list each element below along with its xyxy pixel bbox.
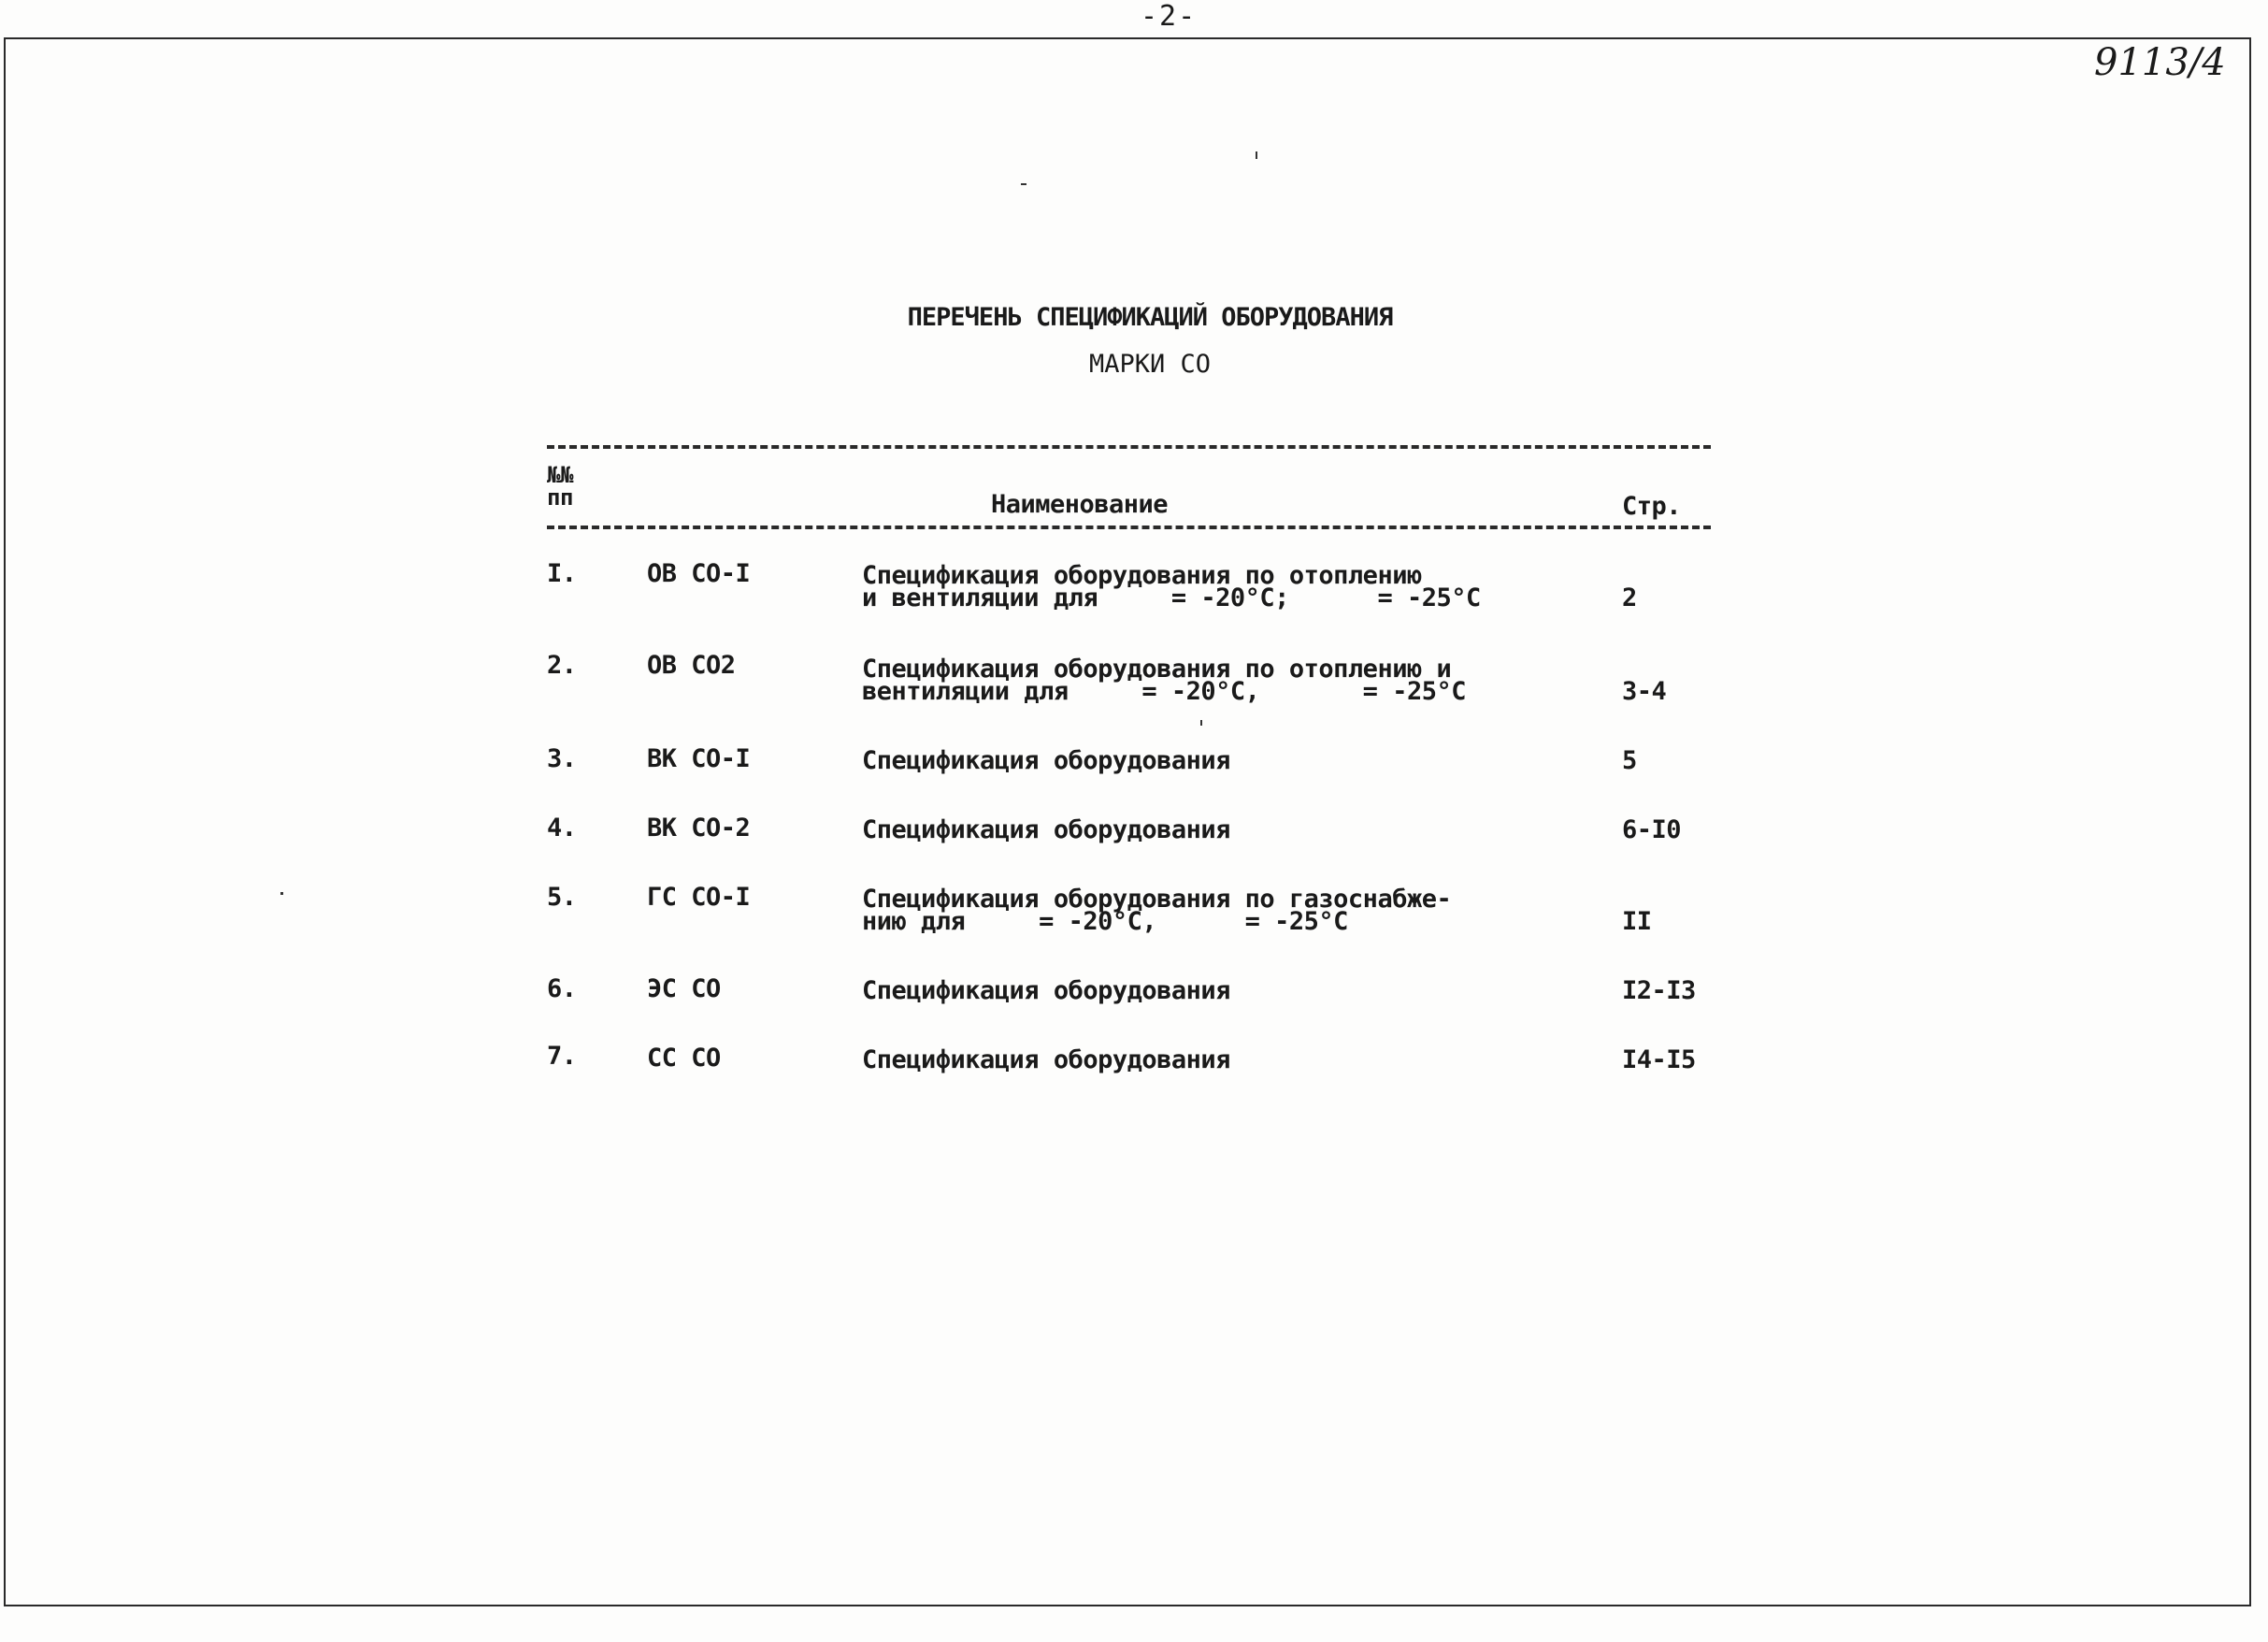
document-title: ПЕРЕЧЕНЬ СПЕЦИФИКАЦИЙ ОБОРУДОВАНИЯ [907,303,1393,332]
row-code: ВК СО-2 [647,814,751,843]
scan-speck [1021,183,1026,185]
row-number: 2. [547,651,577,680]
row-page: 5 [1622,746,1637,775]
header-number: №№ пп [547,462,573,511]
table-header-rule [547,526,1711,529]
row-page: 3-4 [1622,677,1667,706]
page-number: -2- [1141,0,1198,33]
row-name: Спецификация оборудования [862,1045,1230,1074]
scan-speck [280,892,283,895]
scan-speck [1256,151,1257,159]
row-page: II [1622,907,1652,936]
row-name: Спецификация оборудования [862,746,1230,775]
row-number: 4. [547,814,577,843]
row-code: ГС СО-I [647,883,751,912]
row-number: 5. [547,883,577,912]
header-name: Наименование [991,490,1169,519]
row-number: 6. [547,974,577,1003]
row-number: I. [547,559,577,588]
row-page: 2 [1622,583,1637,612]
row-code: ВК СО-I [647,744,751,773]
table-top-rule [547,445,1711,449]
document-code: 9113/4 [2094,41,2226,84]
row-page: 6-I0 [1622,815,1682,844]
row-page: I2-I3 [1622,976,1696,1005]
row-code: ЭС СО [647,974,721,1003]
row-code: ОВ СО2 [647,651,736,680]
row-name: Спецификация оборудования по газоснабже- нию для = -20°С, = -25°С [862,885,1452,936]
row-number: 3. [547,744,577,773]
row-code: ОВ СО-I [647,559,751,588]
row-name: Спецификация оборудования по отоплению и вентиляции для = -20°С, = -25°С [862,655,1466,706]
row-number: 7. [547,1042,577,1071]
row-name: Спецификация оборудования по отоплению и вентиляции для = -20°С; = -25°С [862,561,1481,612]
row-code: СС СО [647,1044,721,1073]
row-name: Спецификация оборудования [862,976,1230,1005]
scan-speck [1200,720,1202,726]
header-page: Стр. [1622,492,1682,521]
row-page: I4-I5 [1622,1045,1696,1074]
row-name: Спецификация оборудования [862,815,1230,844]
document-subtitle: МАРКИ СО [1088,350,1212,379]
